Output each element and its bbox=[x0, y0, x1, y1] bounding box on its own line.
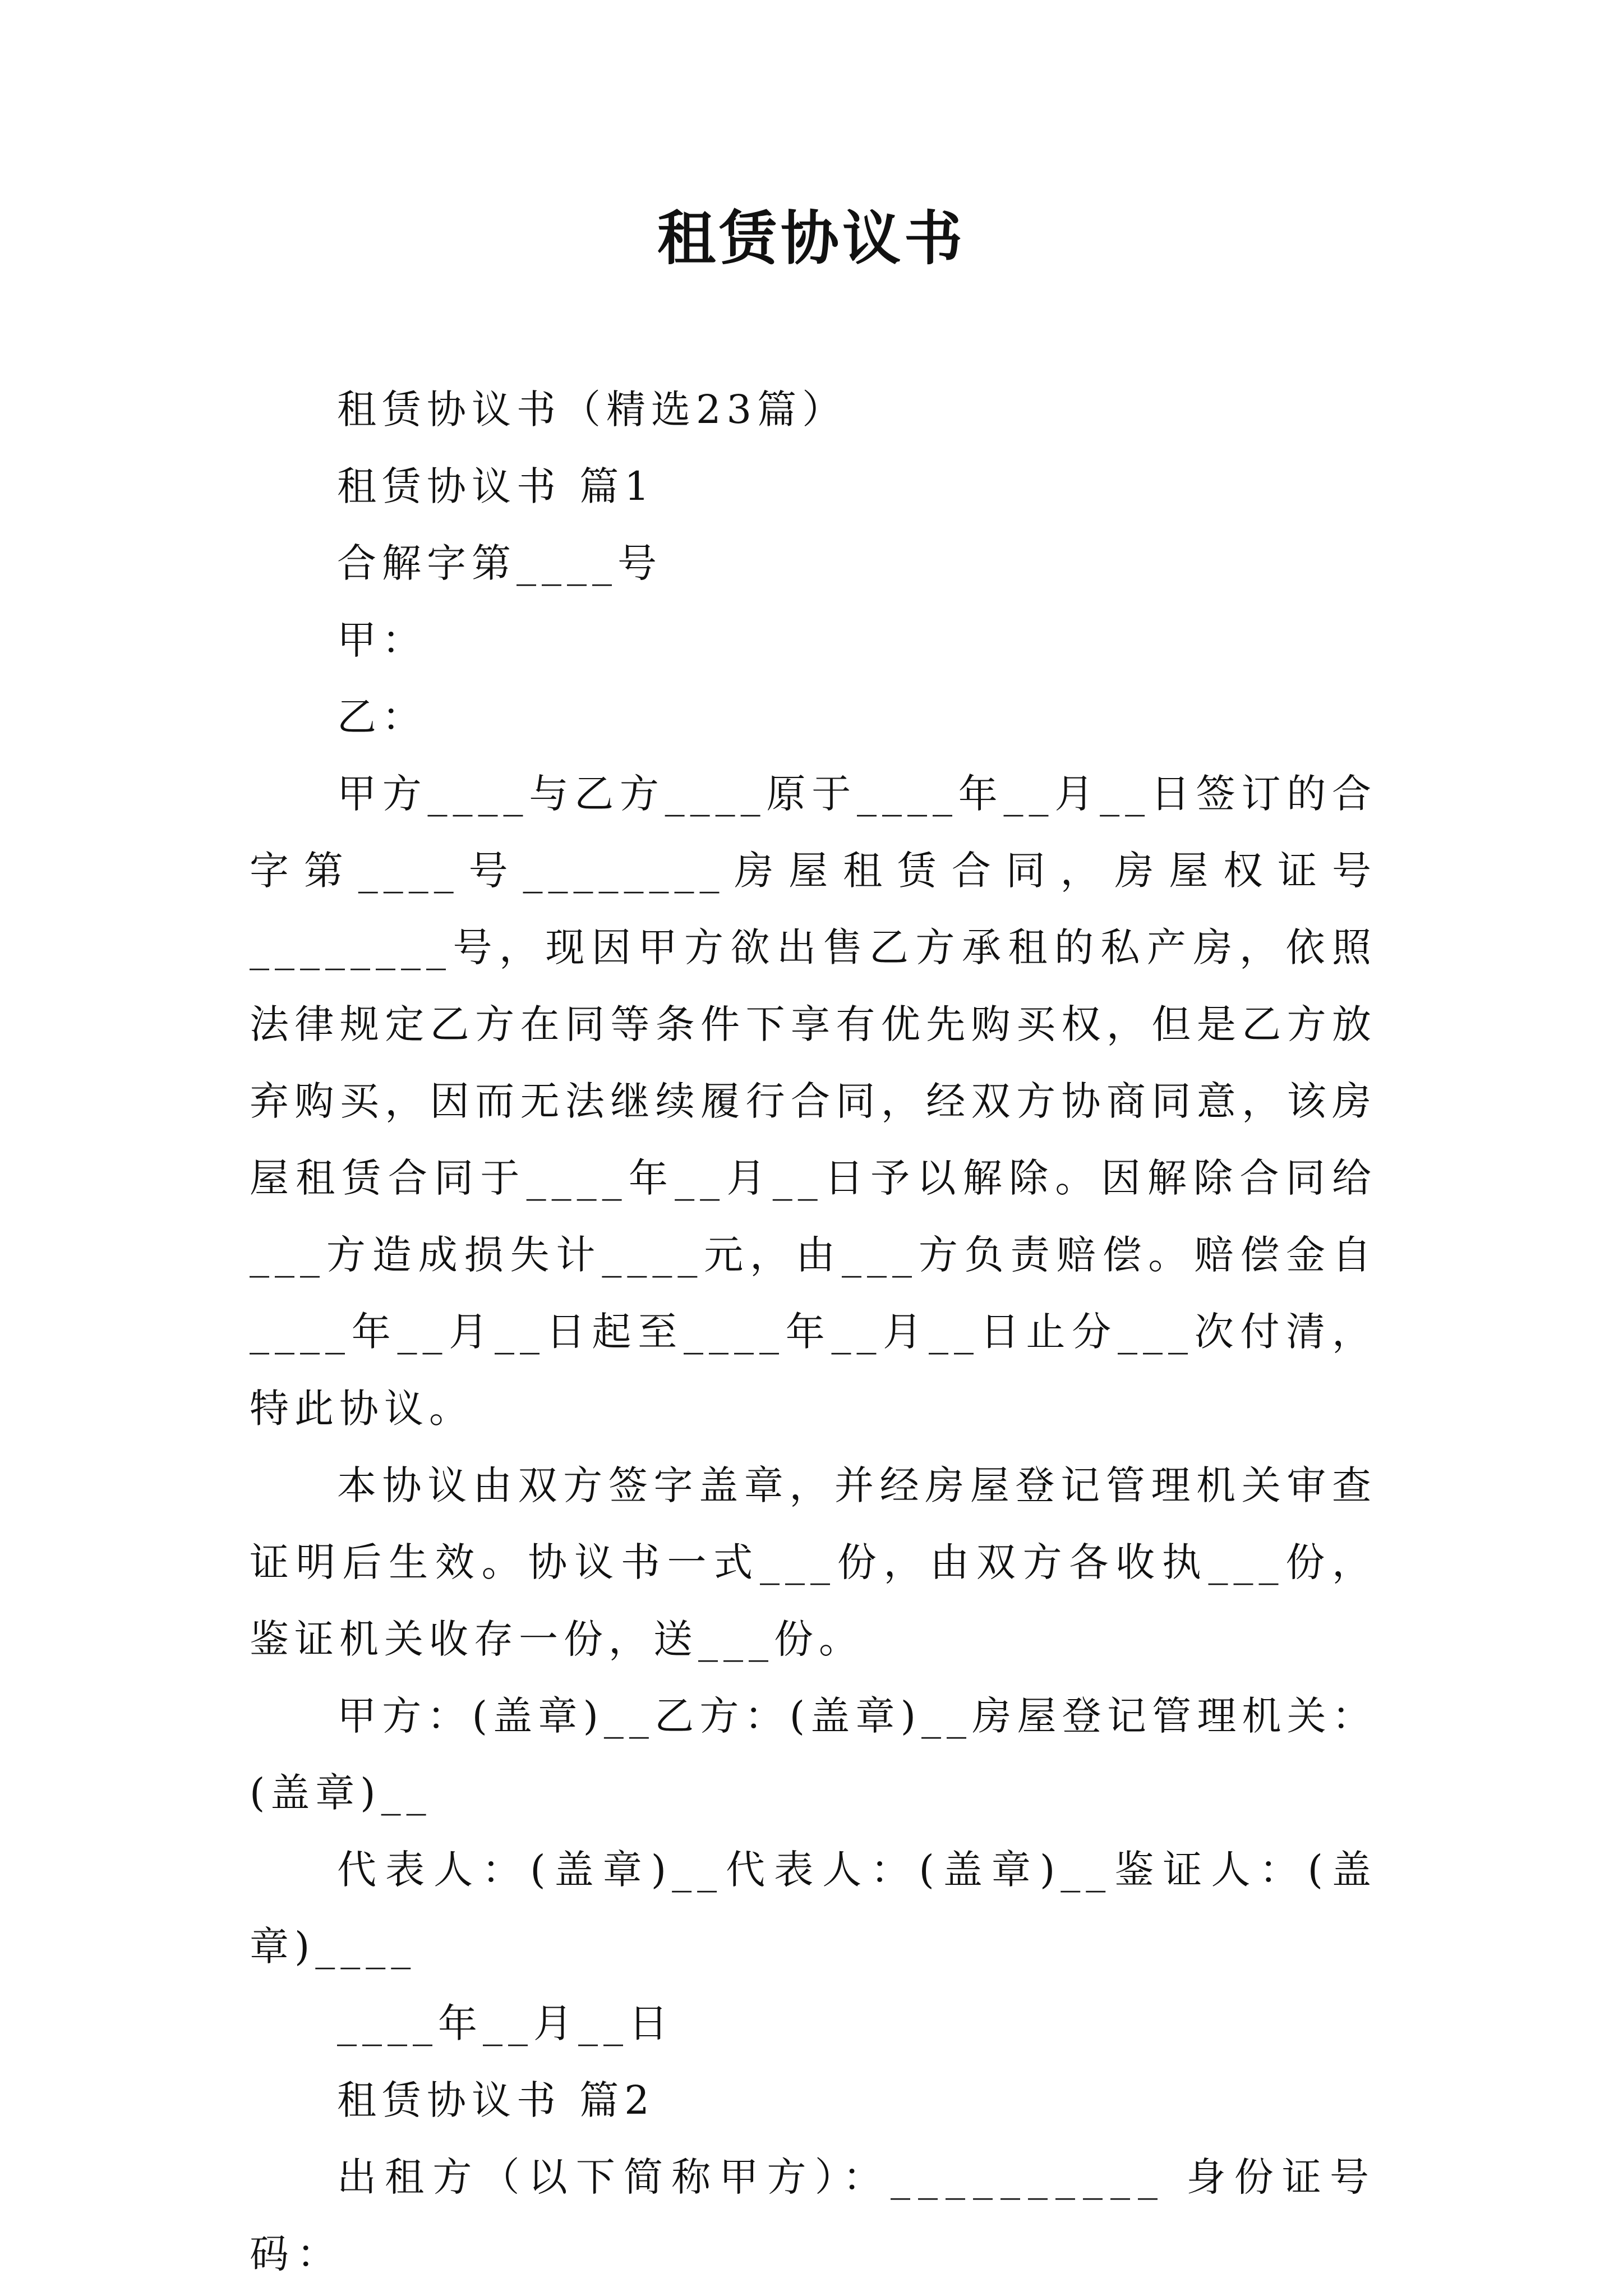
paragraph-section-heading-2: 租赁协议书 篇2 bbox=[337, 2077, 655, 2123]
paragraph-section-heading: 租赁协议书 篇1 bbox=[337, 463, 655, 509]
paragraph-agreement-terms: 甲方____与乙方____原于____年__月__日签订的合字第____号________房屋租赁合同，房屋权证号________号，现因甲方欲出售乙方承租的私产房，依照法律规定乙方在同等条件下享有优先购买权，但是乙方放弃购买，因而无法继续履行合同，经双方协商同意，该房屋租赁合同于____年__月__日予以解除。因解除合同给___方造成损失计____元，由___方负责赔偿。赔偿金自____年__月__日起至____年__月__日止分___次付清，特此协议。 bbox=[250, 771, 1377, 1432]
paragraph-document-number: 合解字第____号 bbox=[337, 540, 662, 586]
paragraph-representatives: 代表人：(盖章)__代表人：(盖章)__鉴证人：(盖章)____ bbox=[250, 1847, 1377, 1970]
paragraph-collection-heading: 租赁协议书（精选23篇） bbox=[337, 386, 847, 432]
document-title: 租赁协议书 bbox=[657, 204, 966, 273]
document-body bbox=[250, 371, 1377, 2293]
paragraph-date: ____年__月__日 bbox=[337, 2000, 674, 2046]
paragraph-effectiveness: 本协议由双方签字盖章，并经房屋登记管理机关审查证明后生效。协议书一式___份，由双方各收执___份，鉴证机关收存一份，送___份。 bbox=[250, 1462, 1377, 1662]
paragraph-seals: 甲方：(盖章)__乙方：(盖章)__房屋登记管理机关：(盖章)__ bbox=[250, 1693, 1377, 1816]
paragraph-party-b: 乙： bbox=[337, 694, 427, 740]
paragraph-lessor-info: 出租方（以下简称甲方）：__________ 身份证号码： bbox=[250, 2154, 1377, 2277]
paragraph-party-a: 甲： bbox=[337, 617, 427, 663]
